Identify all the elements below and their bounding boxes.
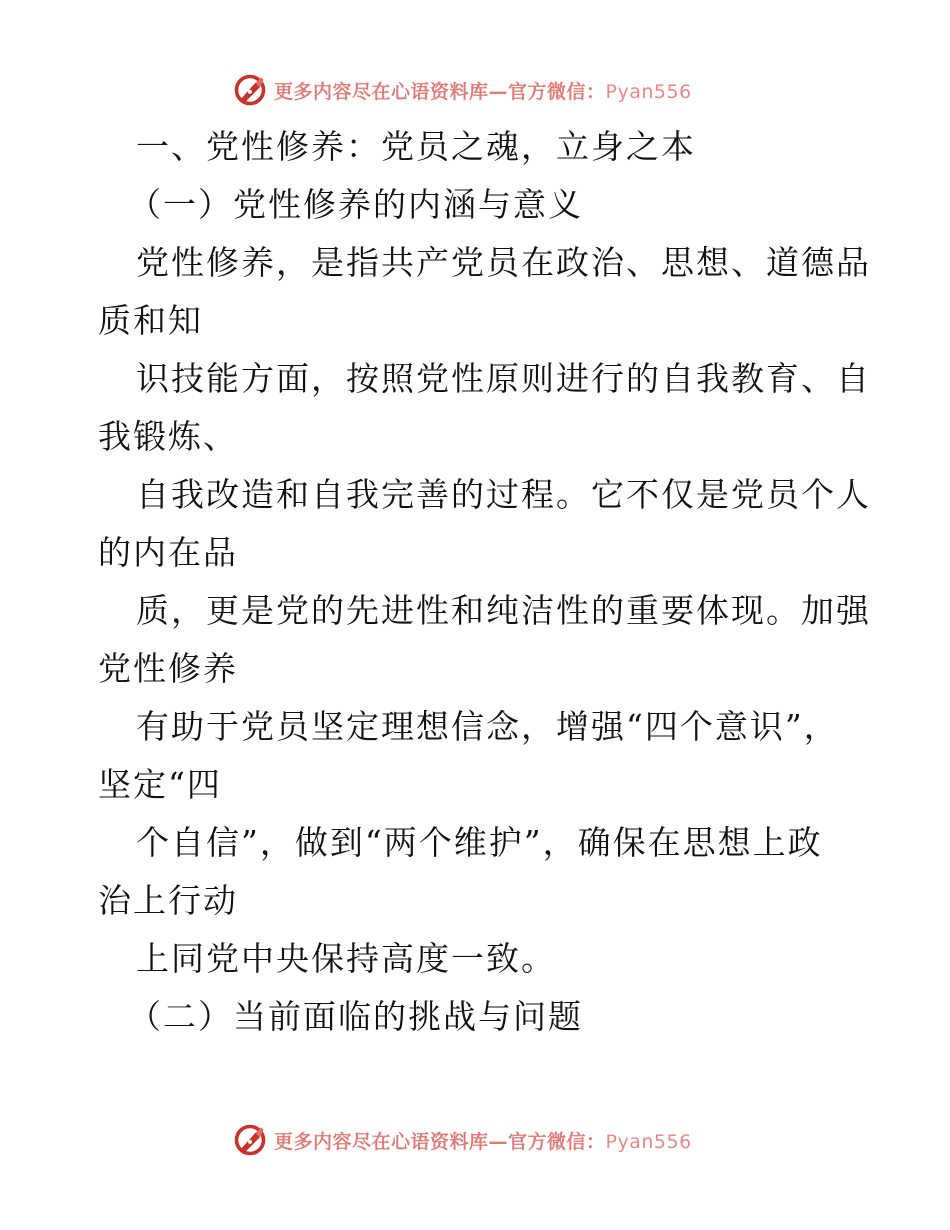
text-line: 个自信”，做到“两个维护”，确保在思想上政 bbox=[136, 823, 823, 862]
footer-watermark bbox=[232, 1120, 692, 1160]
text-line: （一）党性修养的内涵与意义 bbox=[128, 185, 583, 224]
text-line: 我锻炼、 bbox=[98, 417, 238, 456]
text-line: 识技能方面，按照党性原则进行的自我教育、自 bbox=[136, 359, 871, 398]
text-line: 质，更是党的先进性和纯洁性的重要体现。加强 bbox=[136, 591, 871, 630]
document-body bbox=[98, 118, 871, 1046]
text-line: 治上行动 bbox=[98, 881, 238, 920]
text-line: （二）当前面临的挑战与问题 bbox=[128, 997, 583, 1036]
text-line: 有助于党员坚定理想信念，增强“四个意识”， bbox=[136, 707, 839, 746]
watermark-text: 更多内容尽在心语资料库—官方微信：Pyan556 bbox=[274, 80, 692, 103]
text-line: 一、党性修养：党员之魂，立身之本 bbox=[136, 127, 696, 166]
header-watermark bbox=[232, 70, 692, 110]
text-line: 上同党中央保持高度一致。 bbox=[136, 939, 556, 978]
text-line: 坚定“四 bbox=[98, 765, 222, 804]
text-line: 自我改造和自我完善的过程。它不仅是党员个人 bbox=[136, 475, 871, 514]
text-line: 的内在品 bbox=[98, 533, 238, 572]
pen-nib-logo-icon bbox=[232, 1122, 268, 1158]
watermark-wechat-id: Pyan556 bbox=[605, 80, 692, 103]
pen-nib-logo-icon bbox=[232, 72, 268, 108]
text-line: 党性修养，是指共产党员在政治、思想、道德品 bbox=[136, 243, 871, 282]
text-line: 质和知 bbox=[98, 301, 203, 340]
text-line: 党性修养 bbox=[98, 649, 238, 688]
watermark-text: 更多内容尽在心语资料库—官方微信：Pyan556 bbox=[274, 1130, 692, 1153]
watermark-wechat-id: Pyan556 bbox=[605, 1130, 692, 1153]
